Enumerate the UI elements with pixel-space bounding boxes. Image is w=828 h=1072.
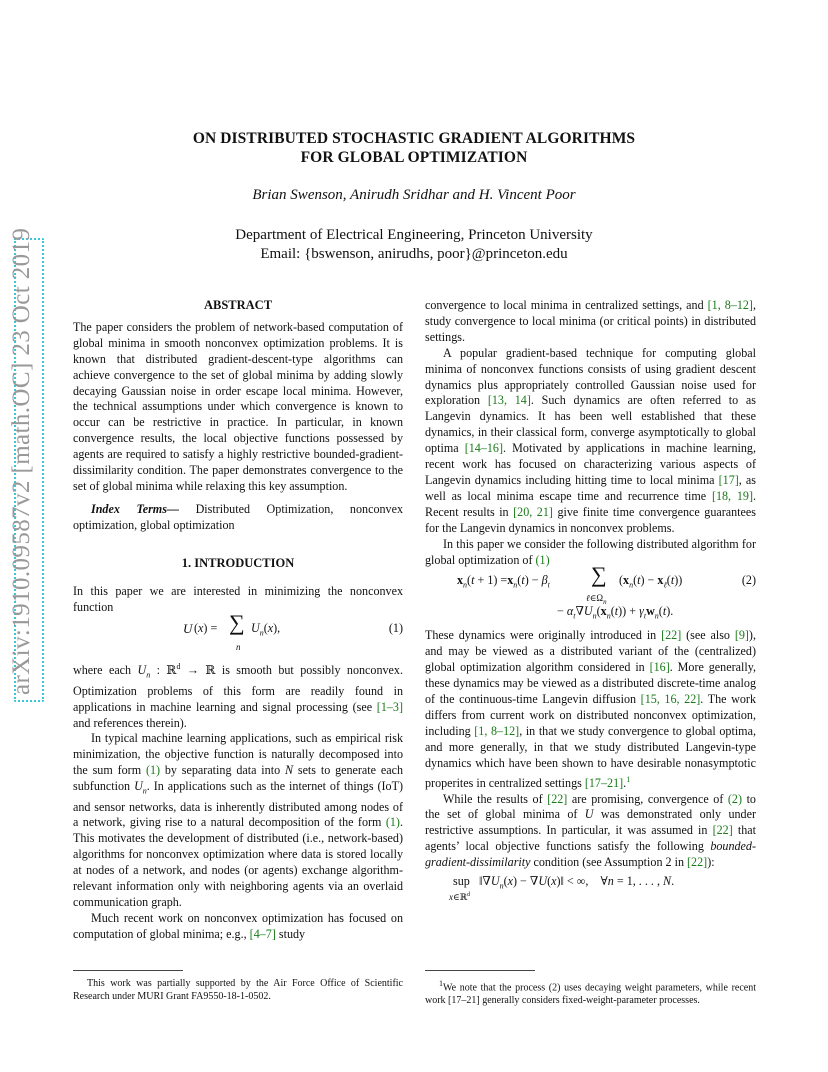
right-paragraph-3: In this paper we consider the following distributed algorithm for global optimization of (1) <box>425 536 756 567</box>
email: Email: {bswenson, anirudhs, poor}@princeton.edu <box>260 246 568 262</box>
footnote-right: $^1$We note that the process (2) uses decaying weight parameters, while recent work [17–21] generally considers fixed-weight-parameter processes. <box>425 979 756 1007</box>
affiliation-block <box>0 226 828 264</box>
intro-paragraph-1: In this paper we are interested in minimizing the nonconvex function <box>73 583 403 614</box>
paper-title <box>0 129 828 167</box>
equation-3: sup x∈ℝ$^d$ $‖\nabla U_n(x)$ − ∇U(x)‖ < ∞, ∀n = 1, . . . , N. <box>449 874 675 903</box>
footnote-rule-right <box>425 970 535 971</box>
footnote-rule-left <box>73 970 183 971</box>
right-paragraph-5: While the results of [22] are promising, convergence of (2) to the set of global minima of U was demonstrated only under restrictive assumptions. In particular, it was assumed in [22] that agents’ local objective functions satisfy the following bounded-gradient-dissimilarity condition (see Assumption 2 in [22]): <box>425 791 756 870</box>
intro-paragraph-3: In typical machine learning applications, such as empirical risk minimization, the objective function is naturally decomposed into the sum form (1) by separating data into N sets to generate each subfunction $U_n$. In applications such as the internet of things (IoT) and sensor networks, data is inherently distributed among nodes of a network, giving rise to a natural decomposition of the form (1). This motivates the development of distributed (i.e., network-based) algorithms for nonconvex optimization where data is stored locally at nodes of a network, and nodes (or agents) exchange algorithm-relevant information only with neighboring agents via an overlaid communication graph. <box>73 731 403 909</box>
title-line-1: ON DISTRIBUTED STOCHASTIC GRADIENT ALGORITHMS <box>192 130 636 147</box>
equation-1: U (x) = ∑ n $U_n(x)$, (1) <box>183 610 403 653</box>
index-terms-label: Index Terms— <box>91 501 180 516</box>
abstract-heading: ABSTRACT <box>203 298 273 312</box>
right-paragraph-1: convergence to local minima in centralized settings, and [1, 8–12], study convergence to local minima (or critical points) in distributed settings. <box>425 298 756 344</box>
right-column <box>425 298 756 901</box>
intro-heading: 1. INTRODUCTION <box>181 555 295 570</box>
authors: Brian Swenson, Anirudh Sridhar and H. Vincent Poor <box>252 187 576 203</box>
affiliation: Department of Electrical Engineering, Princeton University <box>235 227 593 243</box>
equation-2-label: (2) <box>741 573 756 588</box>
index-terms <box>73 502 403 534</box>
abstract-text: The paper considers the problem of network-based computation of global minima in smooth nonconvex optimization problems. It is known that distributed gradient-descent-type algorithms can achieve convergence to the set of global minima by adding slowly decaying Gaussian noise in order escape local minima. However, the technical assumptions under which convergence is known to occur can be restrictive in practice. In particular, in known convergence results, the local objective functions possessed by agents are required to satisfy a highly restrictive bounded-gradient-dissimilarity condition. The paper demonstrates convergence to the set of global minima while relaxing this key assumption. <box>73 319 403 493</box>
title-line-2: FOR GLOBAL OPTIMIZATION <box>300 149 528 166</box>
right-paragraph-2: A popular gradient-based technique for computing global minima of nonconvex functions consists of using gradient descent dynamics plus appropriately controlled Gaussian noise used for exploration [13, 14]. Such dynamics are often referred to as Langevin dynamics. It has been well established that these dynamics, in their classical form, converge asymptotically to global optima [14–16]. Motivated by applications in machine learning, recent work has focused on characterizing various aspects of Langevin dynamics including hitting time to local minima [17], as well as local minima escape time and recurrence time [18, 19]. Recent results in [20, 21] give finite time convergence guarantees for the Langevin dynamics in nonconvex problems. <box>425 345 757 535</box>
footnote-left: This work was partially supported by the Air Force Office of Scientific Research under MURI Grant FA9550-18-1-0502. <box>73 978 403 1002</box>
intro-paragraph-2: where each $U_n$ : ℝ$^d$ → ℝ is smooth but possibly nonconvex. Optimization problems of this form are readily found in applications in machine learning and signal processing (see [1–3] and references therein). <box>73 662 403 730</box>
equation-1-label: (1) <box>388 621 403 636</box>
arxiv-identifier: arXiv:1910.09587v2 [math.OC] 23 Oct 2019 <box>8 227 35 695</box>
right-paragraph-4: These dynamics were originally introduced in [22] (see also [9]), and may be viewed as a distributed variant of the (centralized) global optimization algorithm considered in [16]. More generally, these dynamics may be viewed as a distributed discrete-time analog of the continuous-time Langevin diffusion [15, 16, 22]. The work differs from current work on distributed nonconvex optimization, including [1, 8–12], in that we study convergence to global optima, and more generally, in that we study distributed Langevin-type dynamics which have been shown to have desirable nonasymptotic properites in centralized settings [17–21].$^1$ <box>425 628 756 790</box>
equation-2: $x_n(t + 1) =x_n(t) - \beta_t$ ∑ $\ell\in\Omega_n$ $(x_n(t) - x_\ell(t))$ (2) − $\alpha_t\nabla U_n(x_n(t)) + \gamma_tw_n(t)$. <box>457 562 756 621</box>
left-column <box>73 298 403 943</box>
footnote-right-text: We note that the process (2) uses decaying weight parameters, while recent work [17–21] generally considers fixed-weight-parameter processes. <box>425 982 756 1007</box>
intro-paragraph-4: Much recent work on nonconvex optimization has focused on computation of global minima; e.g., [4–7] study <box>73 910 403 941</box>
index-terms-text: Distributed Optimization, nonconvex optimization, global optimization <box>73 501 403 532</box>
